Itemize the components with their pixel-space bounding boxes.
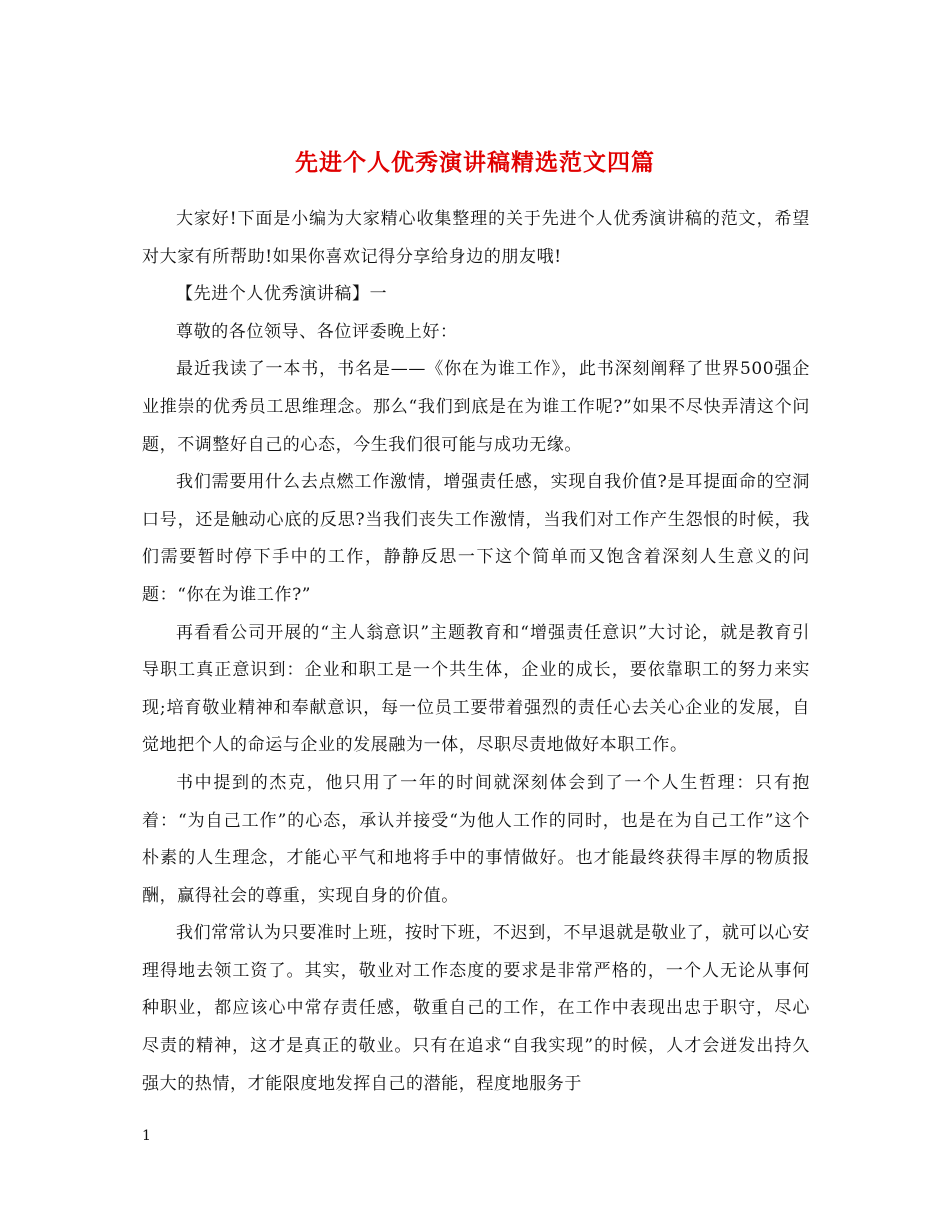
paragraph-dedication: 我们常常认为只要准时上班，按时下班，不迟到，不早退就是敬业了，就可以心安理得地去领工资了。其实，敬业对工作态度的要求是非常严格的，一个人无论从事何种职业，都应该心中常存责任感，敬重自己的工作，在工作中表现出忠于职守，尽心尽责的精神，这才是真正的敬业。只有在追求“自我实现”的时候，人才会迸发出持久强大的热情，才能限度地发挥自己的潜能，程度地服务于 xyxy=(142,923,810,1094)
paragraph-greeting: 尊敬的各位领导、各位评委晚上好： xyxy=(176,321,458,342)
paragraph-book: 最近我读了一本书，书名是——《你在为谁工作》，此书深刻阐释了世界500强企业推崇的优秀员工思维理念。那么“我们到底是在为谁工作呢?”如果不尽快弄清这个问题，不调整好自己的心态，今生我们很可能与成功无缘。 xyxy=(142,359,810,455)
document-body xyxy=(142,201,810,1103)
paragraph-section-heading: 【先进个人优秀演讲稿】一 xyxy=(176,284,388,305)
document-title: 先进个人优秀演讲稿精选范文四篇 xyxy=(295,149,655,177)
paragraph-jack: 书中提到的杰克，他只用了一年的时间就深刻体会到了一个人生哲理：只有抱着：“为自己工作”的心态，承认并接受“为他人工作的同时，也是在为自己工作”这个朴素的人生理念，才能心平气和地将手中的事情做好。也才能最终获得丰厚的物质报酬，赢得社会的尊重，实现自身的价值。 xyxy=(142,772,810,906)
paragraph-passion: 我们需要用什么去点燃工作激情，增强责任感，实现自我价值?是耳提面命的空洞口号，还是触动心底的反思?当我们丧失工作激情，当我们对工作产生怨恨的时候，我们需要暂时停下手中的工作，静静反思一下这个简单而又饱含着深刻人生意义的问题：“你在为谁工作?” xyxy=(142,472,810,605)
paragraph-company: 再看看公司开展的“主人翁意识”主题教育和“增强责任意识”大讨论，就是教育引导职工真正意识到：企业和职工是一个共生体，企业的成长，要依靠职工的努力来实现;培育敬业精神和奉献意识，每一位员工要带着强烈的责任心去关心企业的发展，自觉地把个人的命运与企业的发展融为一体，尽职尽责地做好本职工作。 xyxy=(142,622,810,756)
paragraph-intro: 大家好!下面是小编为大家精心收集整理的关于先进个人优秀演讲稿的范文，希望对大家有所帮助!如果你喜欢记得分享给身边的朋友哦! xyxy=(142,209,810,267)
page-number: 1 xyxy=(142,1128,151,1144)
